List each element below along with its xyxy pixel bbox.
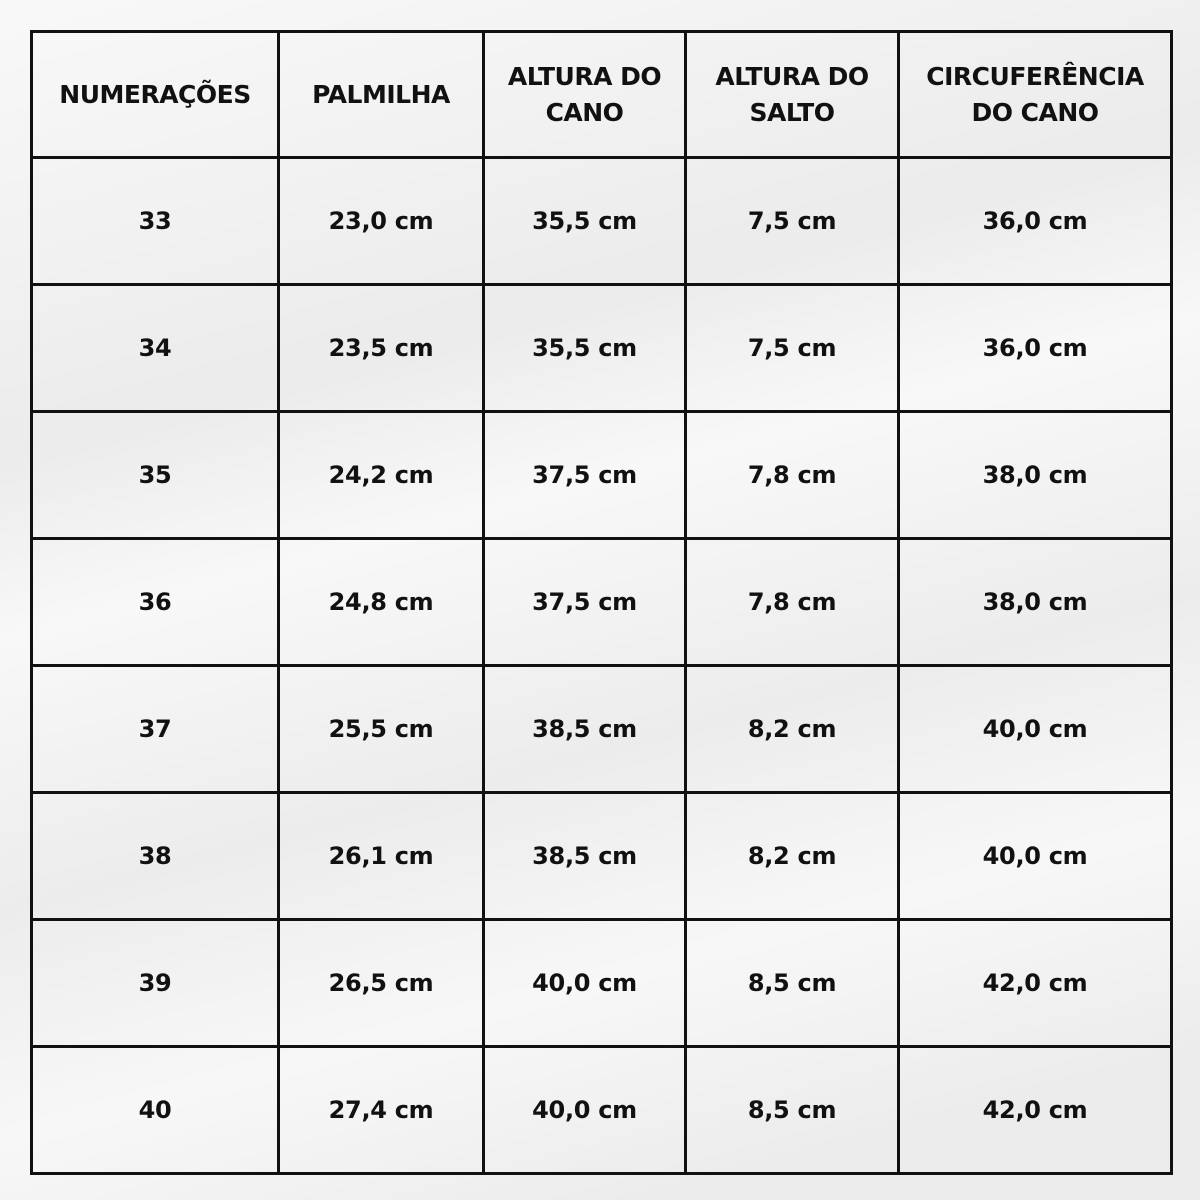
header-numeracoes-label: NUMERAÇÕES (59, 79, 251, 109)
cell-circunferencia: 36,0 cm (899, 158, 1172, 285)
table-row (32, 920, 1172, 1047)
header-circunferencia-line1: CIRCUFERÊNCIA (926, 61, 1144, 91)
header-row (32, 32, 1172, 158)
cell-palmilha: 23,0 cm (279, 158, 484, 285)
header-altura-do-salto-line2: SALTO (749, 97, 835, 127)
cell-numeracao: 40 (32, 1047, 279, 1174)
cell-circunferencia: 38,0 cm (899, 412, 1172, 539)
header-altura-do-cano-line1: ALTURA DO (507, 61, 662, 91)
cell-circunferencia: 42,0 cm (899, 1047, 1172, 1174)
cell-numeracao: 38 (32, 793, 279, 920)
table-row (32, 412, 1172, 539)
header-circunferencia-do-cano (899, 32, 1172, 158)
cell-numeracao: 33 (32, 158, 279, 285)
cell-altura-cano: 40,0 cm (484, 920, 686, 1047)
header-altura-do-cano-line2: CANO (545, 97, 624, 127)
cell-altura-salto: 7,5 cm (686, 285, 899, 412)
cell-altura-salto: 8,5 cm (686, 920, 899, 1047)
cell-palmilha: 24,2 cm (279, 412, 484, 539)
cell-altura-cano: 38,5 cm (484, 793, 686, 920)
cell-altura-salto: 7,5 cm (686, 158, 899, 285)
cell-altura-cano: 35,5 cm (484, 158, 686, 285)
cell-numeracao: 35 (32, 412, 279, 539)
cell-altura-cano: 40,0 cm (484, 1047, 686, 1174)
size-chart-table (30, 30, 1173, 1175)
cell-numeracao: 39 (32, 920, 279, 1047)
header-altura-do-cano (484, 32, 686, 158)
cell-altura-salto: 8,2 cm (686, 793, 899, 920)
cell-circunferencia: 40,0 cm (899, 793, 1172, 920)
cell-palmilha: 24,8 cm (279, 539, 484, 666)
cell-palmilha: 25,5 cm (279, 666, 484, 793)
table-row (32, 666, 1172, 793)
cell-circunferencia: 36,0 cm (899, 285, 1172, 412)
cell-altura-salto: 8,2 cm (686, 666, 899, 793)
cell-altura-cano: 37,5 cm (484, 539, 686, 666)
cell-palmilha: 27,4 cm (279, 1047, 484, 1174)
cell-numeracao: 37 (32, 666, 279, 793)
cell-altura-salto: 7,8 cm (686, 412, 899, 539)
header-altura-do-salto-line1: ALTURA DO (715, 61, 869, 91)
cell-numeracao: 34 (32, 285, 279, 412)
cell-altura-cano: 38,5 cm (484, 666, 686, 793)
cell-altura-cano: 35,5 cm (484, 285, 686, 412)
cell-palmilha: 26,1 cm (279, 793, 484, 920)
table-row (32, 539, 1172, 666)
cell-palmilha: 23,5 cm (279, 285, 484, 412)
table-row (32, 1047, 1172, 1174)
cell-circunferencia: 42,0 cm (899, 920, 1172, 1047)
cell-altura-salto: 7,8 cm (686, 539, 899, 666)
table-row (32, 158, 1172, 285)
cell-palmilha: 26,5 cm (279, 920, 484, 1047)
header-palmilha-label: PALMILHA (312, 79, 450, 109)
cell-numeracao: 36 (32, 539, 279, 666)
cell-circunferencia: 40,0 cm (899, 666, 1172, 793)
header-altura-do-salto (686, 32, 899, 158)
header-palmilha (279, 32, 484, 158)
table-row (32, 793, 1172, 920)
cell-altura-cano: 37,5 cm (484, 412, 686, 539)
header-numeracoes (32, 32, 279, 158)
header-circunferencia-line2: DO CANO (971, 97, 1099, 127)
cell-altura-salto: 8,5 cm (686, 1047, 899, 1174)
cell-circunferencia: 38,0 cm (899, 539, 1172, 666)
table-row (32, 285, 1172, 412)
